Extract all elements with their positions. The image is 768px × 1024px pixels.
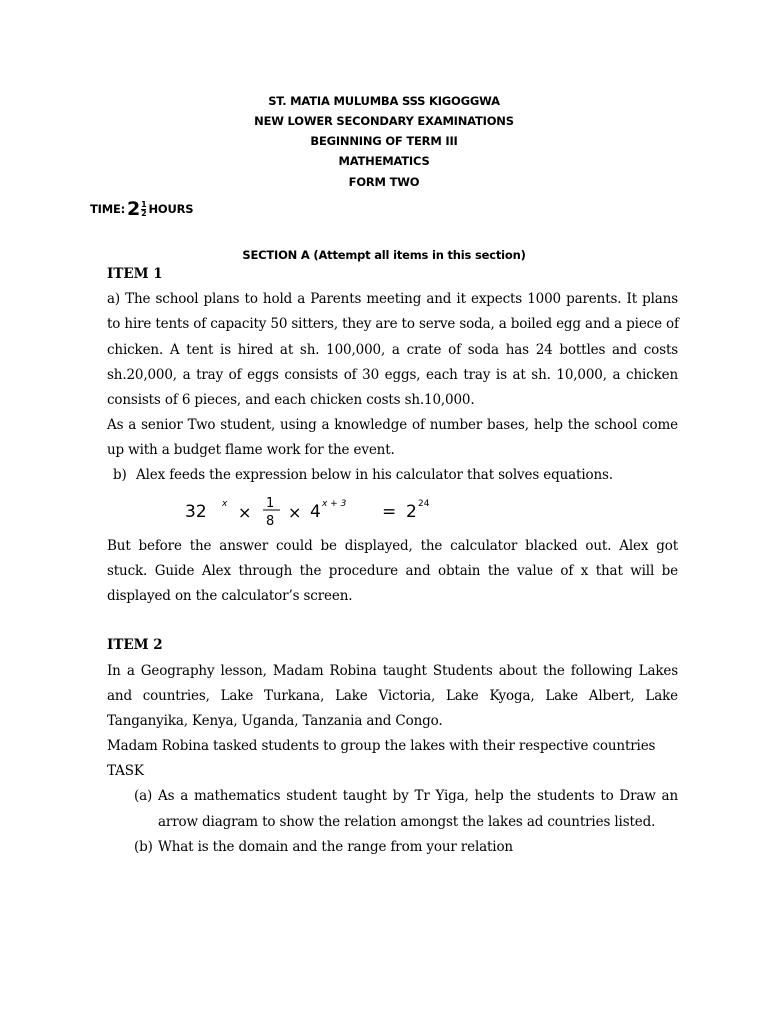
term-title: BEGINNING OF TERM III [310,134,458,148]
item1-a-line: to hire tents of capacity 50 sitters, they are to serve soda, a boiled egg and a piece of [107,316,679,332]
item2-title: ITEM 2 [107,637,163,653]
form-title: FORM TWO [348,175,420,189]
time-whole: 2 [127,198,141,220]
item1-after-line: But before the answer could be displayed, the calculator blacked out. Alex got [107,538,678,554]
item2-intro-line: In a Geography lesson, Madam Robina taught Students about the following Lakes [107,663,678,679]
exam-title: NEW LOWER SECONDARY EXAMINATIONS [254,114,514,128]
item2-a-line: arrow diagram to show the relation amongst the lakes ad countries listed. [158,814,656,830]
eq-base-2: 2 [406,502,417,522]
eq-fraction-denominator: 8 [266,514,275,528]
item1-senior-line: up with a budget flame work for the event. [107,442,395,458]
eq-fraction-numerator: 1 [266,496,275,511]
item2-task-label: TASK [107,763,144,779]
item2-intro-line: Madam Robina tasked students to group the lakes with their respective countries [107,738,656,754]
eq-exponent-x: x [222,499,228,509]
item2-b-marker: (b) [134,839,153,855]
item1-b-marker: b) [113,467,127,483]
item2-intro-line: and countries, Lake Turkana, Lake Victoria, Lake Kyoga, Lake Albert, Lake [107,688,678,704]
eq-base-4: 4 [310,502,321,522]
eq-exponent-x-plus-3: x + 3 [322,499,347,509]
item1-a-line: chicken. A tent is hired at sh. 100,000, a crate of soda has 24 bottles and costs [107,342,678,358]
item1-a-line: sh.20,000, a tray of eggs consists of 30 eggs, each tray is at sh. 10,000, a chicken [107,367,678,383]
eq-times-sign: × [288,503,302,522]
item2-b-text: What is the domain and the range from your relation [158,839,513,855]
school-name: ST. MATIA MULUMBA SSS KIGOGGWA [268,94,500,108]
time-fraction-denominator: 2 [141,208,147,218]
time-label: TIME: [90,202,126,216]
item1-senior-line: As a senior Two student, using a knowledge of number bases, help the school come [107,417,678,433]
item2-intro-line: Tanganyika, Kenya, Uganda, Tanzania and Congo. [107,713,443,729]
time-fraction-numerator: 1 [141,199,147,209]
item1-a-line: consists of 6 pieces, and each chicken costs sh.10,000. [107,392,475,408]
section-heading: SECTION A (Attempt all items in this section) [242,248,526,262]
item1-after-line: stuck. Guide Alex through the procedure and obtain the value of x that will be [107,563,678,579]
eq-base-32: 32 [185,502,207,522]
item1-title: ITEM 1 [107,266,163,282]
item1-a-line: a) The school plans to hold a Parents meeting and it expects 1000 parents. It plans [107,291,678,307]
eq-equals-sign: = [382,502,397,522]
eq-exponent-24: 24 [418,499,430,509]
eq-times-sign: × [238,503,252,522]
time-allowed [90,198,193,220]
time-fraction [141,201,146,218]
time-unit: HOURS [148,202,194,216]
exponential-equation [185,496,455,528]
item2-a-line: As a mathematics student taught by Tr Yiga, help the students to Draw an [158,788,678,804]
item2-a-marker: (a) [134,788,153,804]
item1-b-text: Alex feeds the expression below in his calculator that solves equations. [136,467,613,483]
subject-title: MATHEMATICS [338,154,430,168]
item1-after-line: displayed on the calculator’s screen. [107,588,353,604]
